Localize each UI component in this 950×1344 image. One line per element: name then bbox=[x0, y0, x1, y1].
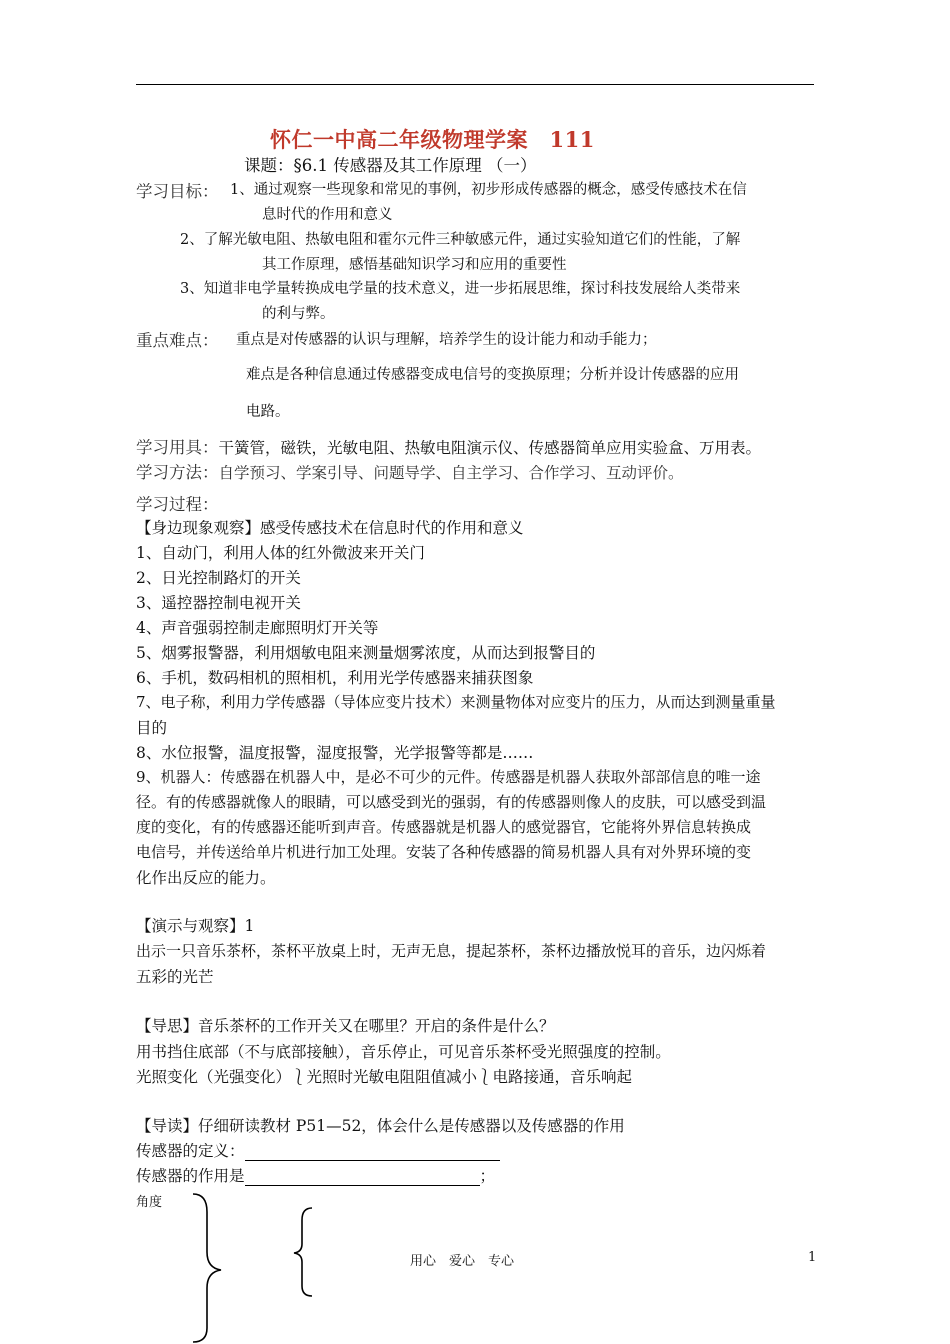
function-blank[interactable] bbox=[245, 1169, 480, 1186]
page-number: 1 bbox=[808, 1250, 817, 1265]
observation-item-8: 8、水位报警，温度报警，湿度报警，光学报警等都是…… bbox=[136, 744, 534, 762]
objective-2-line1: 2、了解光敏电阻、热敏电阻和霍尔元件三种敏感元件，通过实验知道它们的性能，了解 bbox=[180, 232, 741, 248]
demo-line: 五彩的光芒 bbox=[136, 968, 214, 986]
small-brace-icon bbox=[290, 1206, 320, 1298]
robot-paragraph-line: 度的变化，有的传感器还能听到声音。传感器就是机器人的感觉器官，它能将外界信息转换成 bbox=[136, 818, 752, 836]
objective-1-line1: 1、通过观察一些现象和常见的事例，初步形成传感器的概念，感受传感技术在信 bbox=[230, 182, 747, 198]
guide-think-line: 用书挡住底部（不与底部接触），音乐停止，可见音乐茶杯受光照强度的控制。 bbox=[136, 1043, 671, 1061]
methods-label: 学习方法： bbox=[136, 463, 219, 482]
definition-row bbox=[136, 1139, 500, 1161]
key-points-label: 重点难点： bbox=[136, 331, 219, 350]
tools-label: 学习用具： bbox=[136, 438, 219, 457]
observation-header: 【身边现象观察】感受传感技术在信息时代的作用和意义 bbox=[136, 519, 524, 537]
objective-1-line2: 息时代的作用和意义 bbox=[262, 207, 393, 223]
objective-3-line1: 3、知道非电学量转换成电学量的技术意义，进一步拓展思维，探讨科技发展给人类带来 bbox=[180, 281, 741, 297]
observation-item: 6、手机，数码相机的照相机，利用光学传感器来捕获图象 bbox=[136, 669, 534, 687]
definition-blank[interactable] bbox=[245, 1144, 500, 1161]
objectives-label: 学习目标： bbox=[136, 182, 219, 201]
robot-paragraph-line: 9、机器人：传感器在机器人中，是必不可少的元件。传感器是机器人获取外部部信息的唯一途 bbox=[136, 768, 761, 786]
robot-paragraph-line: 径。有的传感器就像人的眼睛，可以感受到光的强弱，有的传感器则像人的皮肤，可以感受到温 bbox=[136, 793, 767, 811]
observation-item: 5、烟雾报警器，利用烟敏电阻来测量烟雾浓度，从而达到报警目的 bbox=[136, 644, 596, 662]
objective-3-line2: 的利与弊。 bbox=[262, 306, 335, 322]
angle-label: 角度 bbox=[136, 1195, 163, 1210]
key-point-line: 重点是对传感器的认识与理解，培养学生的设计能力和动手能力； bbox=[236, 332, 657, 348]
observation-item-7-cont: 目的 bbox=[136, 719, 168, 737]
observation-item: 2、日光控制路灯的开关 bbox=[136, 569, 301, 587]
methods-text: 自学预习、学案引导、问题导学、自主学习、合作学习、互动评价。 bbox=[218, 464, 684, 482]
robot-paragraph-line: 电信号，并传送给单片机进行加工处理。安装了各种传感器的简易机器人具有对外界环境的变 bbox=[136, 843, 752, 861]
function-row bbox=[136, 1164, 495, 1186]
footer-motto: 用心 爱心 专心 bbox=[410, 1254, 515, 1269]
function-label: 传感器的作用是 bbox=[136, 1167, 245, 1185]
methods-line bbox=[136, 459, 684, 483]
observation-item: 4、声音强弱控制走廊照明灯开关等 bbox=[136, 619, 379, 637]
difficulty-line-cont: 电路。 bbox=[246, 404, 290, 420]
tools-text: 干簧管，磁铁，光敏电阻、热敏电阻演示仪、传感器简单应用实验盒、万用表。 bbox=[218, 439, 762, 457]
page-title: 怀仁一中高二年级物理学案 111 bbox=[270, 127, 595, 152]
robot-paragraph-line: 化作出反应的能力。 bbox=[136, 869, 276, 887]
function-end: ； bbox=[479, 1167, 496, 1185]
demo-header: 【演示与观察】1 bbox=[136, 917, 255, 935]
difficulty-line: 难点是各种信息通过传感器变成电信号的变换原理；分析并设计传感器的应用 bbox=[246, 367, 739, 383]
observation-item-7: 7、电子称，利用力学传感器（导体应变片技术）来测量物体对应变片的压力，从而达到测量重量 bbox=[136, 693, 776, 711]
guide-read-header: 【导读】仔细研读教材 P51—52，体会什么是传感器以及传感器的作用 bbox=[136, 1117, 625, 1135]
observation-item: 1、自动门，利用人体的红外微波来开关门 bbox=[136, 544, 425, 562]
definition-label: 传感器的定义： bbox=[136, 1142, 245, 1160]
demo-line: 出示一只音乐茶杯，茶杯平放桌上时，无声无息，提起茶杯，茶杯边播放悦耳的音乐，边闪烁着 bbox=[136, 942, 767, 960]
large-brace-icon bbox=[185, 1192, 235, 1344]
process-label: 学习过程： bbox=[136, 495, 219, 514]
guide-think-header: 【导思】音乐茶杯的工作开关又在哪里？开启的条件是什么？ bbox=[136, 1017, 555, 1035]
guide-think-line: 光照变化（光强变化）⎱光照时光敏电阻阻值减小⎱电路接通，音乐响起 bbox=[136, 1068, 633, 1086]
objective-2-line2: 其工作原理，感悟基础知识学习和应用的重要性 bbox=[262, 257, 567, 273]
header-rule bbox=[136, 84, 814, 85]
observation-item: 3、遥控器控制电视开关 bbox=[136, 594, 301, 612]
topic-line: 课题：§6.1 传感器及其工作原理 （一） bbox=[244, 156, 537, 175]
tools-line bbox=[136, 434, 761, 458]
